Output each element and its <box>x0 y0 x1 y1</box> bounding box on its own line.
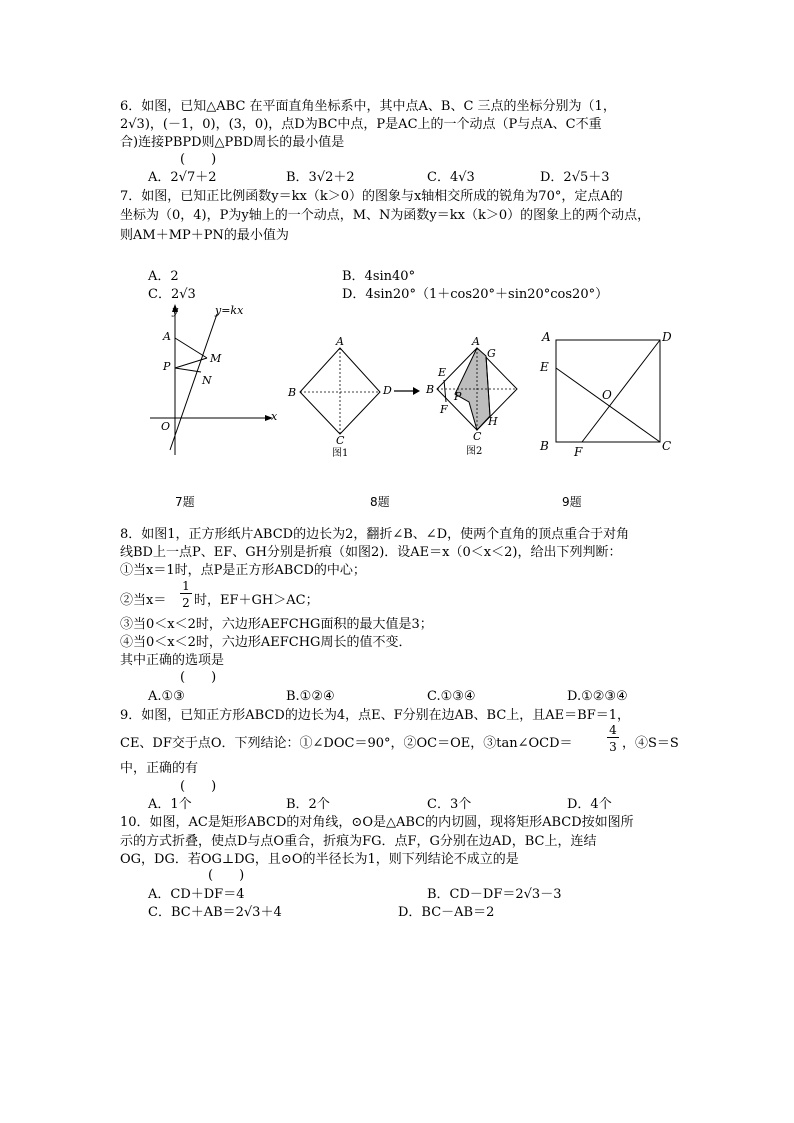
q8-line1: 8．如图1，正方形纸片ABCD的边长为2，翻折∠B、∠D，使两个直角的顶点重合于对角 <box>120 527 630 542</box>
folded-hexagon <box>455 348 490 430</box>
point-c-label: C <box>473 430 482 443</box>
figure-q9 <box>532 326 682 460</box>
q6-option-c: C．4√3 <box>427 170 475 185</box>
q6-line1: 6．如图，已知△ABC 在平面直角坐标系中，其中点A、B、C 三点的坐标分别为（1， <box>120 99 616 114</box>
caption-q7: 7题 <box>175 495 195 509</box>
figure-q8-diagram-1 <box>282 332 402 462</box>
caption-q9: 9题 <box>562 495 582 509</box>
q8-line2: 线BD上一点P、EF、GH分别是折痕（如图2)．设AE＝x（0＜x＜2)，给出下列判断： <box>120 545 622 560</box>
figure-q8-diagram-2 <box>422 332 532 462</box>
line-label: y=kx <box>215 304 244 317</box>
q9-option-c: C．3个 <box>427 797 472 812</box>
arrow-icon <box>392 384 422 398</box>
q6-option-a: A．2√7＋2 <box>148 170 217 185</box>
origin-label: O <box>161 420 171 433</box>
figure-caption-2: 图2 <box>466 446 483 457</box>
q8-judgement-1: ①当x＝1时，点P是正方形ABCD的中心； <box>120 563 366 578</box>
q9-option-b: B．2个 <box>286 797 330 812</box>
q8-judgement-4: ④当0＜x＜2时，六边形AEFCHG周长的值不变． <box>120 635 412 650</box>
point-h-label: H <box>488 415 498 428</box>
q6-option-d: D．2√5＋3 <box>540 170 610 185</box>
point-a-label: A <box>336 335 344 348</box>
point-b-label: B <box>288 386 297 399</box>
point-e-label: E <box>438 366 447 379</box>
point-n-label: N <box>202 374 212 387</box>
q9-line3: 中，正确的有 <box>120 761 199 776</box>
segment-am <box>175 338 207 358</box>
q8-option-a: A.①③ <box>148 689 185 704</box>
q9-option-a: A．1个 <box>148 797 192 812</box>
point-g-label: G <box>487 347 496 360</box>
x-axis-label: x <box>271 410 278 423</box>
segment-mp <box>175 358 207 368</box>
q9-line1: 9．如图，已知正方形ABCD的边长为4，点E、F分别在边AB、BC上，且AE＝BF＝1， <box>120 708 631 723</box>
point-p-label: P <box>163 360 171 373</box>
point-c-label: C <box>662 439 672 453</box>
q8-option-b: B.①②④ <box>286 689 335 704</box>
point-f-label: F <box>440 403 448 416</box>
q8-option-c: C.①③④ <box>427 689 476 704</box>
point-e-label: E <box>540 360 549 374</box>
q6-option-b: B．3√2＋2 <box>286 170 355 185</box>
q9-fraction-denominator: 3 <box>609 740 617 754</box>
q7-option-b: B．4sin40° <box>342 269 416 284</box>
q9-fraction-numerator: 4 <box>607 724 619 738</box>
q10-option-b: B．CD－DF＝2√3－3 <box>427 887 562 902</box>
segment-df <box>582 340 660 442</box>
q9-line2-prefix: CE、DF交于点O．下列结论：①∠DOC＝90°，②OC＝OE，③tan∠OCD＝ <box>120 736 573 751</box>
caption-q8: 8题 <box>370 495 390 509</box>
figure-q7 <box>145 300 280 460</box>
point-d-label: D <box>383 384 392 397</box>
segment-ce <box>556 368 660 442</box>
q10-option-d: D．BC－AB＝2 <box>398 905 495 920</box>
point-f-label: F <box>574 445 583 459</box>
y-axis-label: y <box>172 304 179 317</box>
point-a-label: A <box>163 330 171 343</box>
q7-option-c: C．2√3 <box>148 287 196 302</box>
q8-fraction-numerator: 1 <box>180 580 192 594</box>
q8-option-d: D.①②③④ <box>567 689 628 704</box>
q8-judgement-2-suffix: 时，EF＋GH＞AC； <box>194 593 319 608</box>
point-o-label: O <box>602 388 612 402</box>
q8-answer-paren: ( ) <box>180 670 217 685</box>
q7-line3: 则AM＋MP＋PN的最小值为 <box>120 228 289 243</box>
q8-judgement-3: ③当0＜x＜2时，六边形AEFCHG面积的最大值是3； <box>120 617 433 632</box>
q10-answer-paren: ( ) <box>208 868 245 883</box>
q7-line1: 7．如图，已知正比例函数y＝kx（k＞0）的图象与x轴相交所成的锐角为70°，定点A的 <box>120 189 623 204</box>
point-p-label: P <box>454 390 462 403</box>
q7-line2: 坐标为（0，4)，P为y轴上的一个动点，M、N为函数y＝kx（k＞0）的图象上的两个动点， <box>120 208 651 223</box>
crease-ef <box>444 380 446 402</box>
q9-option-d: D．4个 <box>567 797 612 812</box>
point-c-label: C <box>336 434 345 447</box>
point-b-label: B <box>540 439 549 453</box>
q10-option-a: A．CD＋DF＝4 <box>148 887 245 902</box>
q8-ask: 其中正确的选项是 <box>120 653 225 668</box>
segment-pn <box>175 368 201 372</box>
q9-line2-suffix: ，④S＝S <box>622 736 679 751</box>
q6-line3: 合)连接PBPD则△PBD周长的最小值是 <box>120 135 345 150</box>
figure-caption-1: 图1 <box>332 448 349 459</box>
q7-option-d: D．4sin20°（1＋cos20°＋sin20°cos20°） <box>342 287 609 302</box>
q6-line2: 2√3)，(－1，0)，(3，0)，点D为BC中点，P是AC上的一个动点（P与点A、C不重 <box>120 117 602 132</box>
point-a-label: A <box>542 330 551 344</box>
q9-answer-paren: ( ) <box>180 779 217 794</box>
q10-line1: 10．如图，AC是矩形ABCD的对角线，⊙O是△ABC的内切圆，现将矩形ABCD按如图所 <box>120 815 634 830</box>
q7-option-a: A．2 <box>148 269 179 284</box>
point-a-label: A <box>472 335 480 348</box>
q10-line3: OG，DG．若OG⊥DG，且⊙O的半径长为1，则下列结论不成立的是 <box>120 852 519 867</box>
point-b-label: B <box>426 383 435 396</box>
q8-fraction-denominator: 2 <box>182 596 190 610</box>
q8-judgement-2-prefix: ②当x＝ <box>120 593 167 608</box>
point-d-label: D <box>662 330 672 344</box>
q6-answer-paren: ( ) <box>180 152 217 167</box>
q10-option-c: C．BC＋AB＝2√3＋4 <box>148 905 282 920</box>
point-m-label: M <box>210 352 222 365</box>
q10-line2: 示的方式折叠，使点D与点O重合，折痕为FG．点F，G分别在边AD，BC上，连结 <box>120 834 597 849</box>
